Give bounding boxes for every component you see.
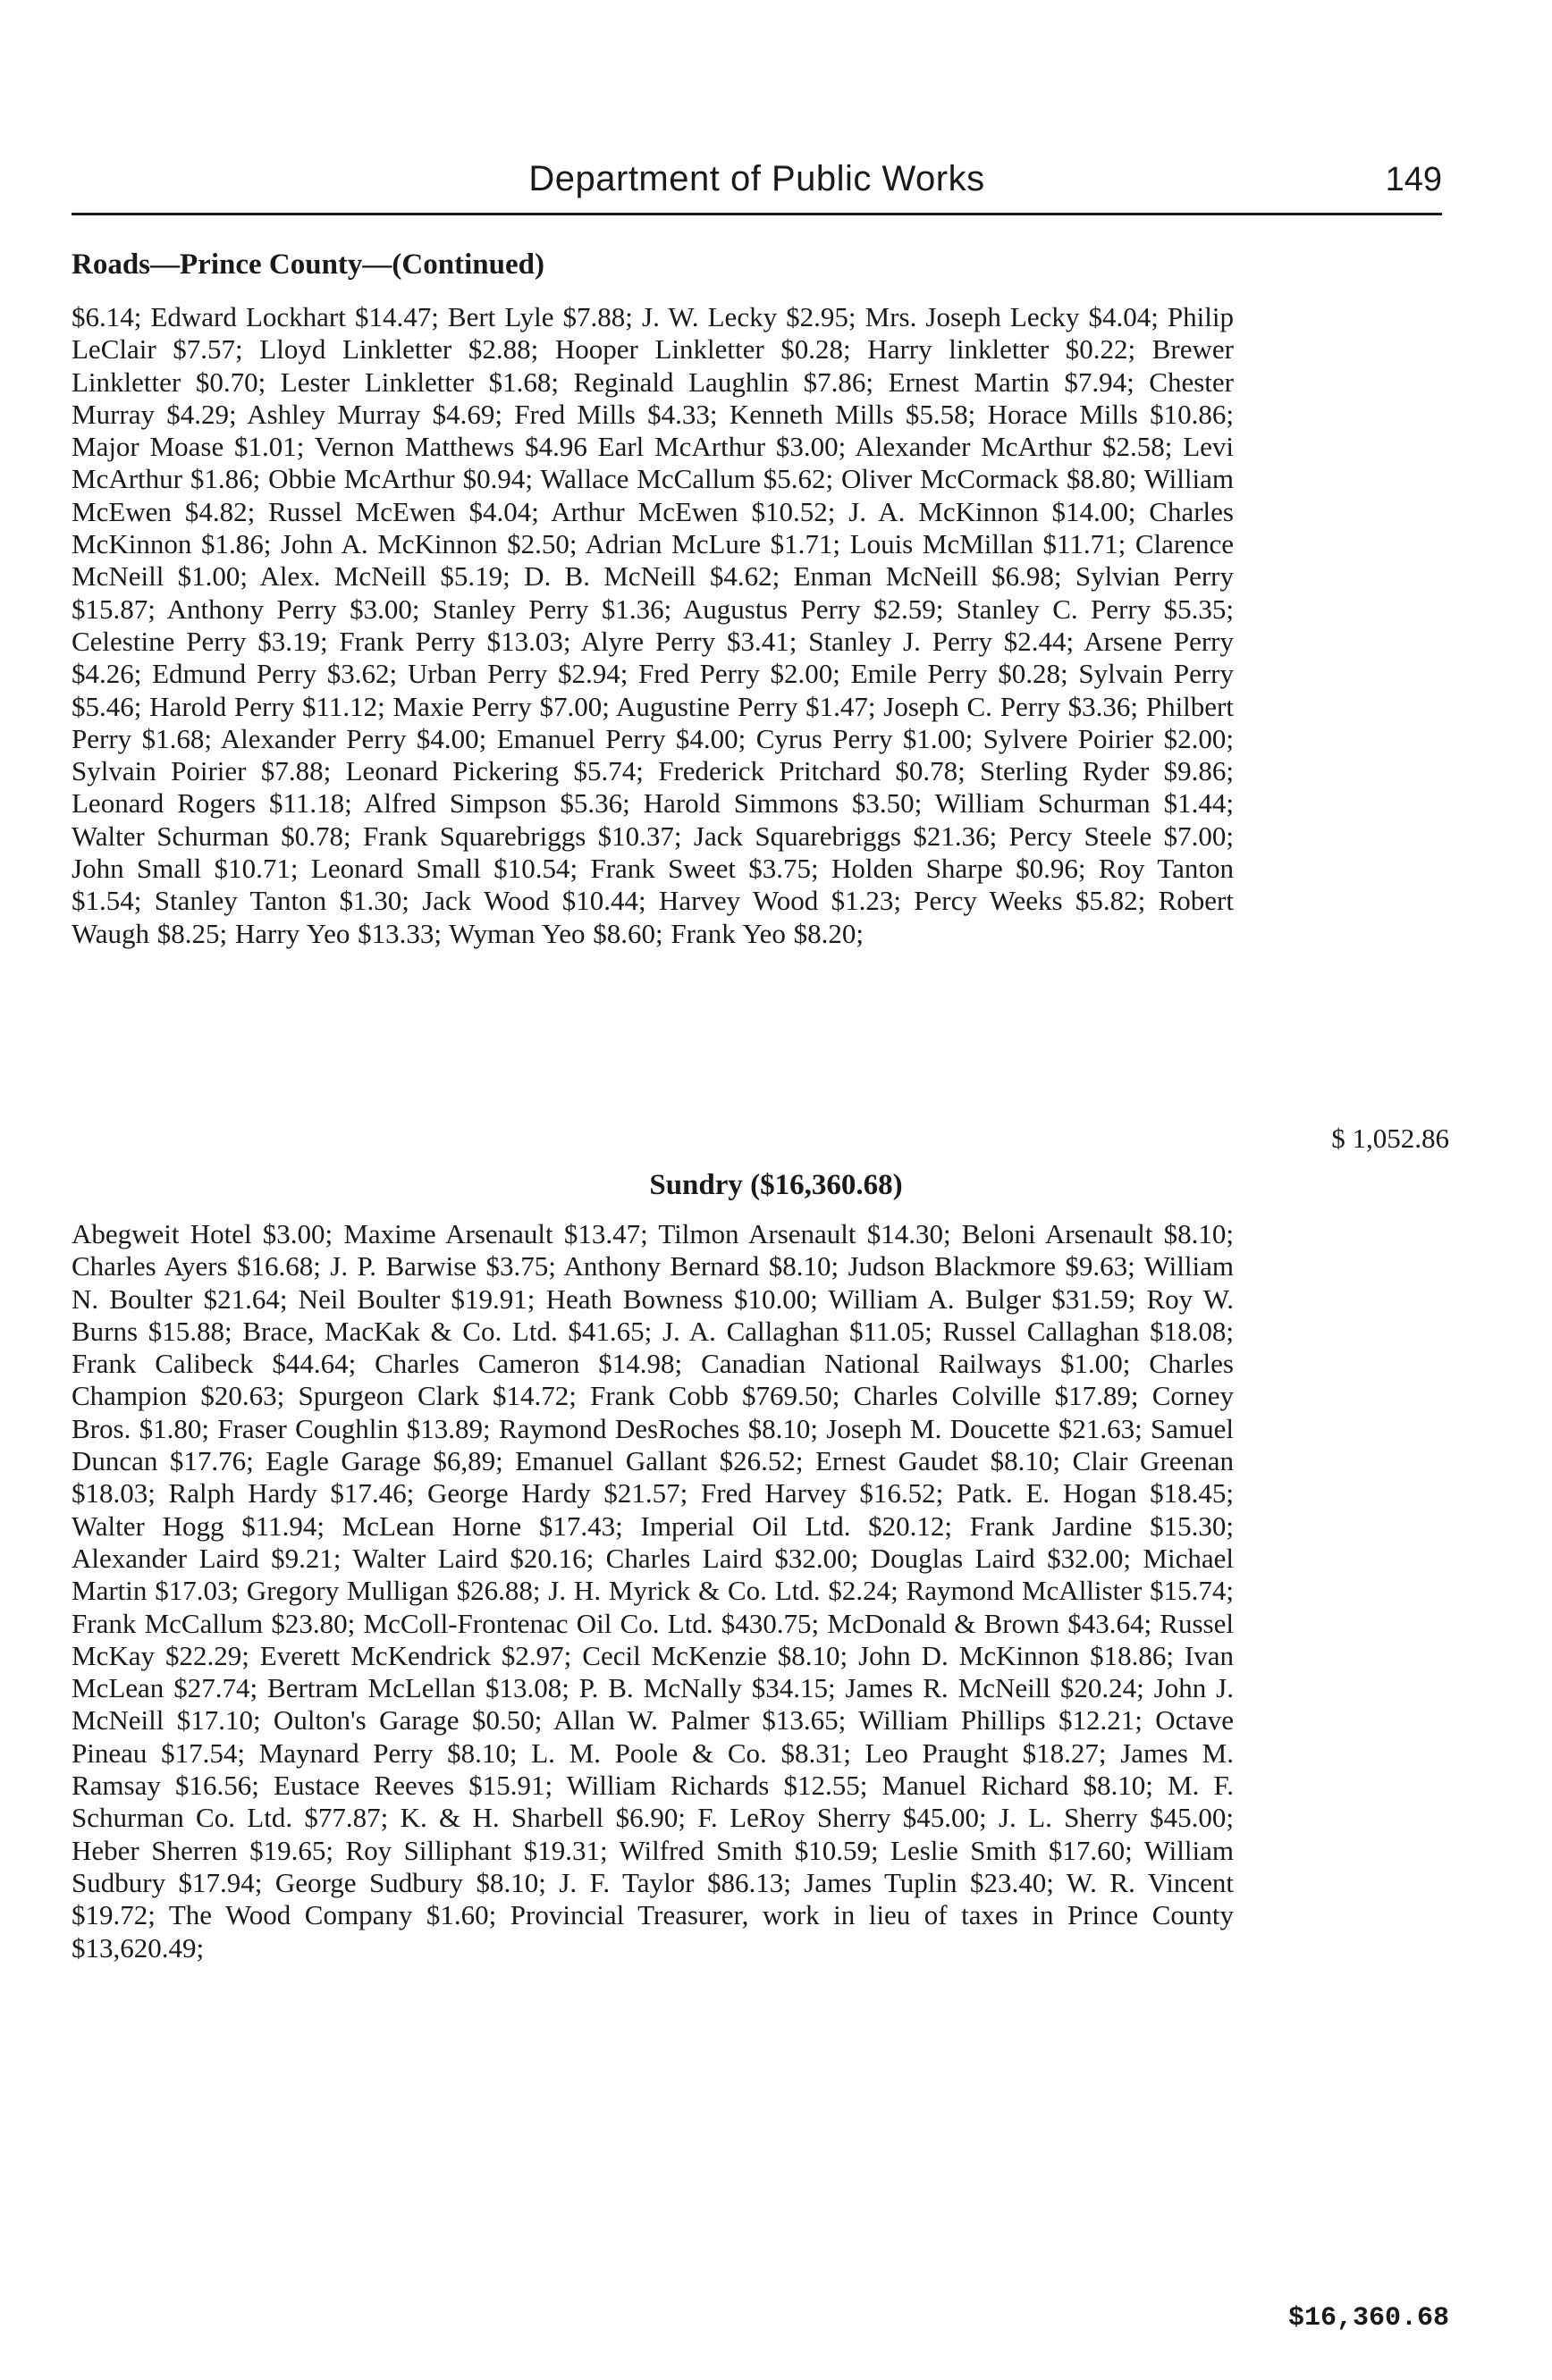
sundry-payments-text: Abegweit Hotel $3.00; Maxime Arsenault $13.47; Tilmon Arsenault $14.30; Beloni Arsenault $8.10; Charles Ayers $16.68; J. P. Barwise $3.75; Anthony Bernard $8.10; Judson Blackmore $9.63; William N. Boulter $21.64; Neil Boulter $19.91; Heath Bowness $10.00; William A. Bulger $31.59; Roy W. Burns $15.88; Brace, MacKak & Co. Ltd. $41.65; J. A. Callaghan $11.05; Russel Callaghan $18.08; Frank Calibeck $44.64; Charles Cameron $14.98; Canadian National Railways $1.00; Charles Champion $20.63; Spurgeon Clark $14.72; Frank Cobb $769.50; Charles Colville $17.89; Corney Bros. $1.80; Fraser Coughlin $13.89; Raymond DesRoches $8.10; Joseph M. Doucette $21.63; Samuel Duncan $17.76; Eagle Garage $6,89; Emanuel Gallant $26.52; Ernest Gaudet $8.10; Clair Greenan $18.03; Ralph Hardy $17.46; George Hardy $21.57; Fred Harvey $16.52; Patk. E. Hogan $18.45; Walter Hogg $11.94; McLean Horne $17.43; Imperial Oil Ltd. $20.12; Frank Jardine $15.30; Alexander Laird $9.21; Walter Laird $20.16; Charles Laird $32.00; Douglas Laird $32.00; Michael Martin $17.03; Gregory Mulligan $26.88; J. H. Myrick & Co. Ltd. $2.24; Raymond McAllister $15.74; Frank McCallum $23.80; McColl-Frontenac Oil Co. Ltd. $430.75; McDonald & Brown $43.64; Russel McKay $22.29; Everett McKendrick $2.97; Cecil McKenzie $8.10; John D. McKinnon $18.86; Ivan McLean $27.74; Bertram McLellan $13.08; P. B. McNally $34.15; James R. McNeill $20.24; John J. McNeill $17.10; Oulton's Garage $0.50; Allan W. Palmer $13.65; William Phillips $12.21; Octave Pineau $17.54; Maynard Perry $8.10; L. M. Poole & Co. $8.31; Leo Praught $18.27; James M. Ramsay $16.56; Eustace Reeves $15.91; William Richards $12.55; Manuel Richard $8.10; M. F. Schurman Co. Ltd. $77.87; K. & H. Sharbell $6.90; F. LeRoy Sherry $45.00; J. L. Sherry $45.00; Heber Sherren $19.65; Roy Silliphant $19.31; Wilfred Smith $10.59; Leslie Smith $17.60; William Sudbury $17.94; George Sudbury $8.10; J. F. Taylor $86.13; James Tuplin $23.40; W. R. Vincent $19.72; The Wood Company $1.60; Provincial Treasurer, work in lieu of taxes in Prince County $13,620.49; [72, 1218, 1234, 1964]
roads-total-amount: $ 1,052.86 [1331, 1123, 1449, 1154]
roads-payments-text: $6.14; Edward Lockhart $14.47; Bert Lyle $7.88; J. W. Lecky $2.95; Mrs. Joseph Lecky $4.04; Philip LeClair $7.57; Lloyd Linkletter $2.88; Hooper Linkletter $0.28; Harry linkletter $0.22; Brewer Linkletter $0.70; Lester Linkletter $1.68; Reginald Laughlin $7.86; Ernest Martin $7.94; Chester Murray $4.29; Ashley Murray $4.69; Fred Mills $4.33; Kenneth Mills $5.58; Horace Mills $10.86; Major Moase $1.01; Vernon Matthews $4.96 Earl McArthur $3.00; Alexander McArthur $2.58; Levi McArthur $1.86; Obbie McArthur $0.94; Wallace McCallum $5.62; Oliver McCormack $8.80; William McEwen $4.82; Russel McEwen $4.04; Arthur McEwen $10.52; J. A. McKinnon $14.00; Charles McKinnon $1.86; John A. McKinnon $2.50; Adrian McLure $1.71; Louis McMillan $11.71; Clarence McNeill $1.00; Alex. McNeill $5.19; D. B. McNeill $4.62; Enman McNeill $6.98; Sylvian Perry $15.87; Anthony Perry $3.00; Stanley Perry $1.36; Augustus Perry $2.59; Stanley C. Perry $5.35; Celestine Perry $3.19; Frank Perry $13.03; Alyre Perry $3.41; Stanley J. Perry $2.44; Arsene Perry $4.26; Edmund Perry $3.62; Urban Perry $2.94; Fred Perry $2.00; Emile Perry $0.28; Sylvain Perry $5.46; Harold Perry $11.12; Maxie Perry $7.00; Augustine Perry $1.47; Joseph C. Perry $3.36; Philbert Perry $1.68; Alexander Perry $4.00; Emanuel Perry $4.00; Cyrus Perry $1.00; Sylvere Poirier $2.00; Sylvain Poirier $7.88; Leonard Pickering $5.74; Frederick Pritchard $0.78; Sterling Ryder $9.86; Leonard Rogers $11.18; Alfred Simpson $5.36; Harold Simmons $3.50; William Schurman $1.44; Walter Schurman $0.78; Frank Squarebriggs $10.37; Jack Squarebriggs $21.36; Percy Steele $7.00; John Small $10.71; Leonard Small $10.54; Frank Sweet $3.75; Holden Sharpe $0.96; Roy Tanton $1.54; Stanley Tanton $1.30; Jack Wood $10.44; Harvey Wood $1.23; Percy Weeks $5.82; Robert Waugh $8.25; Harry Yeo $13.33; Wyman Yeo $8.60; Frank Yeo $8.20; [72, 301, 1234, 949]
sundry-total-amount: $16,360.68 [1287, 2303, 1449, 2334]
page-title: Department of Public Works [528, 159, 985, 198]
page-header [72, 150, 1442, 215]
sundry-section-heading: Sundry ($16,360.68) [649, 1169, 903, 1201]
roads-section-heading: Roads—Prince County—(Continued) [72, 248, 544, 281]
page-number: 149 [1385, 161, 1442, 198]
